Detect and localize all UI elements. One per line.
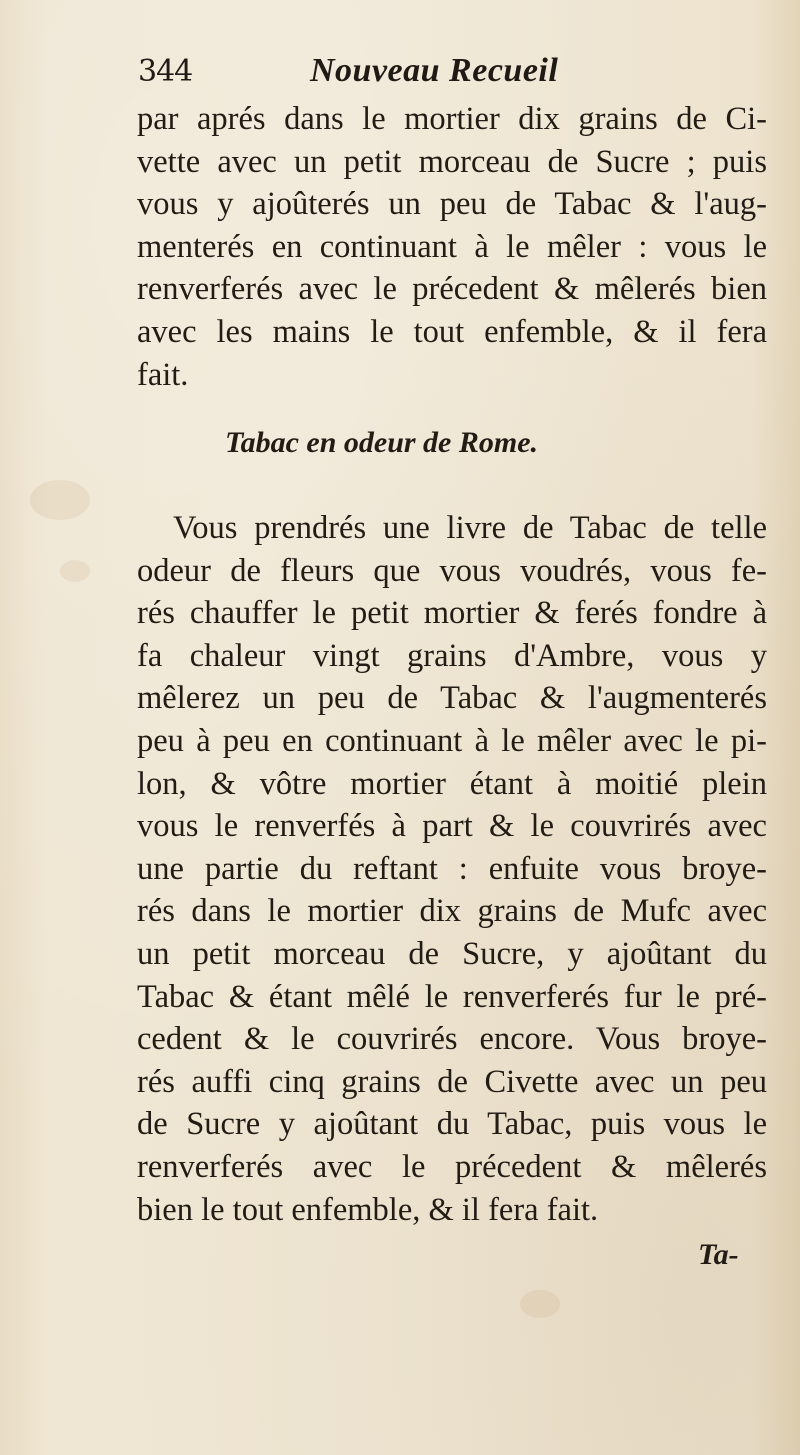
text-line: odeur de fleurs que vous voudrés, vous fe- xyxy=(137,552,767,589)
text-line: menterés en continuant à le mêler : vous le xyxy=(137,228,767,265)
text-line: vous y ajoûterés un peu de Tabac & l'aug- xyxy=(137,186,767,223)
page-header xyxy=(138,52,738,102)
text-line: renverferés avec le précedent & mêlerés bien xyxy=(137,271,767,308)
section-title: Tabac en odeur de Rome. xyxy=(225,426,539,459)
text-line: fait. xyxy=(137,356,189,393)
paragraph-continuation xyxy=(137,98,767,396)
text-line: de Sucre y ajoûtant du Tabac, puis vous le xyxy=(137,1106,767,1143)
text-line: rés chauffer le petit mortier & ferés fondre à xyxy=(137,595,767,632)
text-line: peu à peu en continuant à le mêler avec le pi- xyxy=(137,722,767,759)
running-head: Nouveau Recueil xyxy=(310,52,559,89)
text-line: cedent & le couvrirés encore. Vous broye- xyxy=(137,1021,767,1058)
text-line: vette avec un petit morceau de Sucre ; puis xyxy=(137,143,767,180)
text-line: renverferés avec le précedent & mêlerés xyxy=(137,1148,767,1185)
text-line: un petit morceau de Sucre, y ajoûtant du xyxy=(137,935,767,972)
text-line: Tabac & étant mêlé le renverferés fur le pré- xyxy=(137,978,767,1015)
text-line: bien le tout enfemble, & il fera fait. xyxy=(137,1191,599,1228)
recipe-paragraph xyxy=(137,507,767,1231)
paper-stain xyxy=(60,560,90,582)
text-line: rés dans le mortier dix grains de Mufc avec xyxy=(137,893,767,930)
paper-stain xyxy=(30,480,90,520)
page-number: 344 xyxy=(138,54,193,89)
paper-stain xyxy=(520,1290,560,1318)
text-line: Vous prendrés une livre de Tabac de telle xyxy=(173,510,767,546)
catchword: Ta- xyxy=(698,1238,739,1271)
text-line: fa chaleur vingt grains d'Ambre, vous y xyxy=(137,637,767,674)
text-line: lon, & vôtre mortier étant à moitié plein xyxy=(137,765,767,802)
text-line: rés auffi cinq grains de Civette avec un peu xyxy=(137,1063,767,1100)
text-line: vous le renverfés à part & le couvrirés avec xyxy=(137,808,767,845)
text-line: par aprés dans le mortier dix grains de Ci- xyxy=(137,101,767,137)
text-line: mêlerez un peu de Tabac & l'augmenterés xyxy=(137,680,767,717)
text-line: une partie du reftant : enfuite vous broye- xyxy=(137,850,767,887)
text-line: avec les mains le tout enfemble, & il fera xyxy=(137,313,767,350)
